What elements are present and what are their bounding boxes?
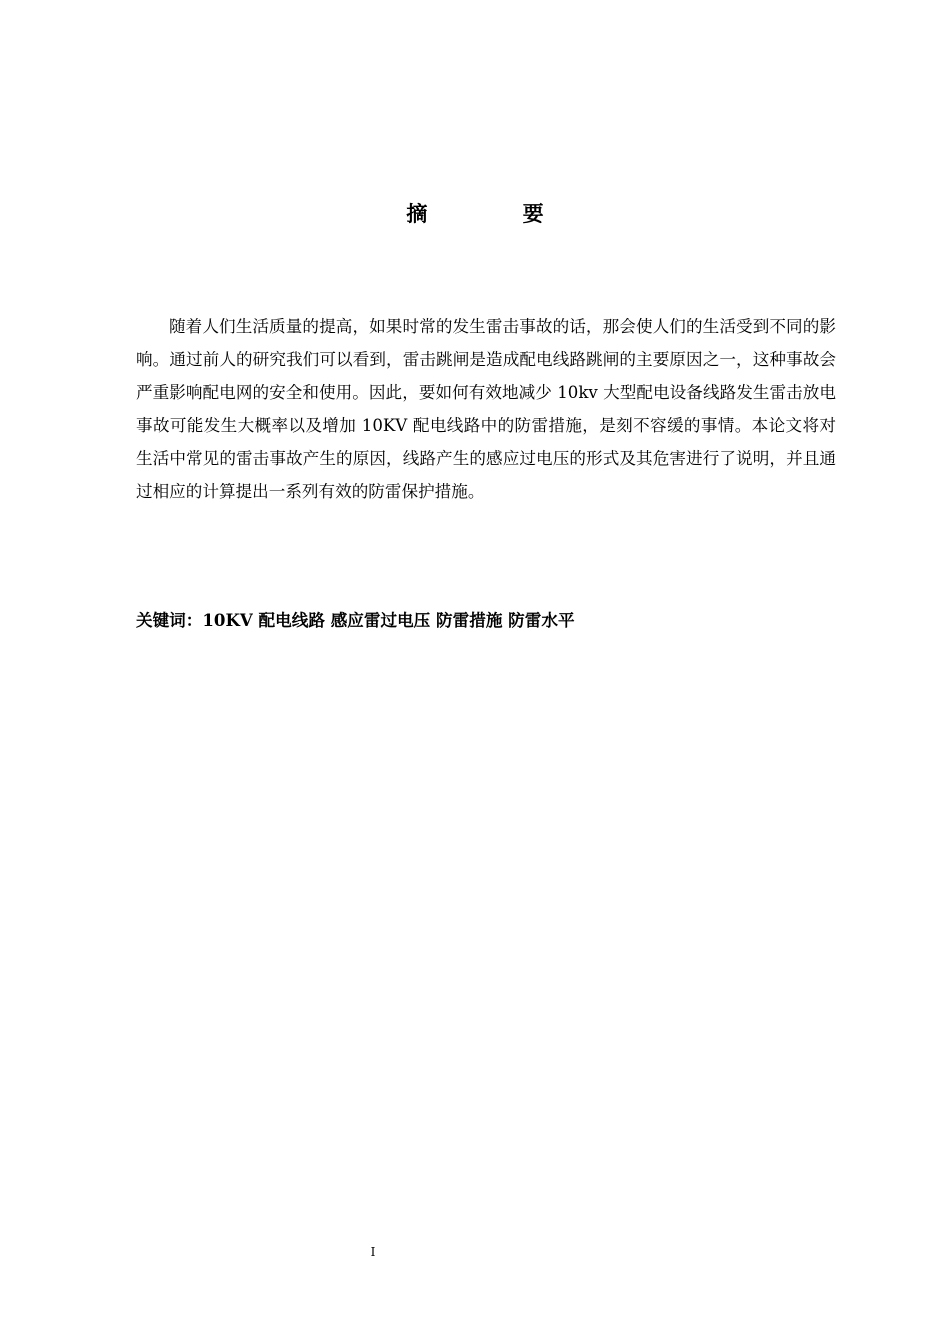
keywords-line: 关键词：10KV 配电线路 感应雷过电压 防雷措施 防雷水平 [136, 610, 575, 630]
page-title: 摘 要 [406, 201, 588, 226]
page-number: I [370, 1245, 376, 1259]
abstract-paragraph: 随着人们生活质量的提高，如果时常的发生雷击事故的话，那会使人们的生活受到不同的影响。通过前人的研究我们可以看到，雷击跳闸是造成配电线路跳闸的主要原因之一，这种事故会严重影响配电网的安全和使用。因此，要如何有效地减少 10kv 大型配电设备线路发生雷击放电事故可能发生大概率以及增加 10KV 配电线路中的防雷措施，是刻不容缓的事情。本论文将对生活中常见的雷击事故产生的原因，线路产生的感应过电压的形式及其危害进行了说明，并且通过相应的计算提出一系列有效的防雷保护措施。 [136, 317, 836, 501]
